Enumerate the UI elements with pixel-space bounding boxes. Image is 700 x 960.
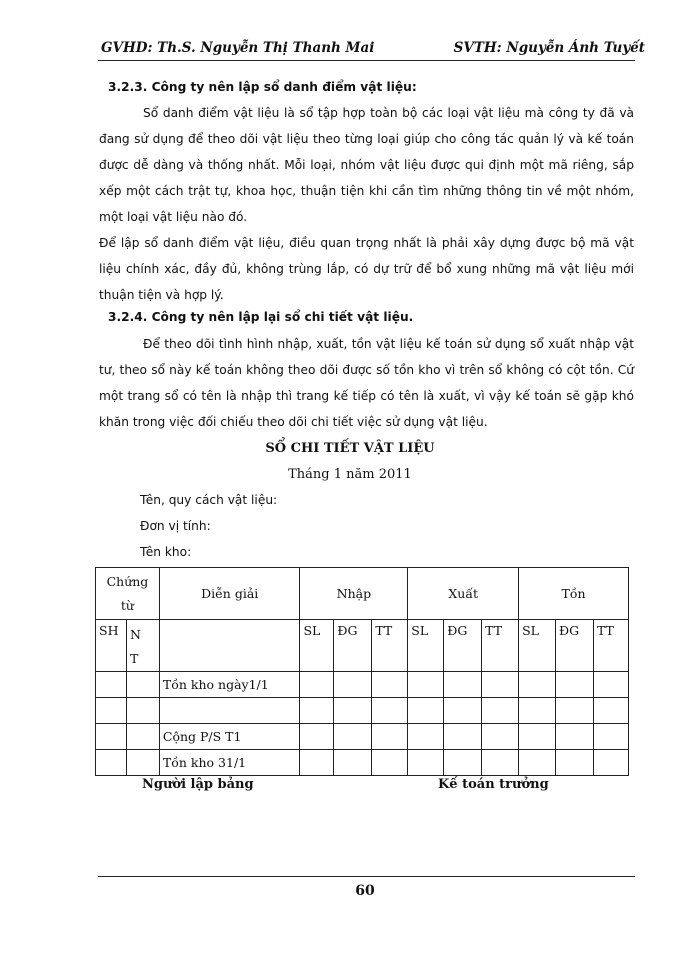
section-324-heading: 3.2.4. Công ty nên lập lại sổ chi tiết vật liệu. (108, 310, 414, 324)
col-voucher-line1: Chứng (106, 573, 149, 589)
sub-in-sl: SL (300, 620, 334, 672)
header-divider (98, 60, 635, 61)
sub-out-dg: ĐG (444, 620, 482, 672)
section-324-paragraph-1: Để theo dõi tình hình nhập, xuất, tồn vật liệu kế toán sử dụng sổ xuất nhập vật tư, theo sổ này kế toán không theo dõi được số tồn kho vì trên sổ không có cột tồn. Cứ một trang sổ có tên là nhập thì trang kế tiếp có tên là xuất, vì vậy kế toán sẽ gặp khó khăn trong việc đối chiếu theo dõi chi tiết việc sử dụng vật liệu. (99, 337, 634, 429)
sub-out-tt: TT (482, 620, 519, 672)
col-voucher (96, 568, 160, 620)
col-out: Xuất (408, 568, 519, 620)
ledger-title: SỔ CHI TIẾT VẬT LIỆU (265, 441, 435, 456)
table-subheader-row (96, 620, 629, 672)
ledger-table (95, 567, 629, 776)
table-row (96, 672, 629, 698)
table-header-row (96, 568, 629, 620)
col-voucher-line2: từ (120, 597, 134, 613)
signature-chief-accountant: Kế toán trưởng (438, 777, 549, 792)
row-description: Tồn kho 31/1 (159, 750, 300, 776)
table-row (96, 698, 629, 724)
ledger-subtitle: Tháng 1 năm 2011 (288, 467, 412, 482)
col-description: Diễn giải (159, 568, 300, 620)
sub-in-dg: ĐG (334, 620, 372, 672)
sub-blank (159, 620, 300, 672)
sub-nt-line1: N (129, 627, 141, 642)
sub-sh: SH (96, 620, 127, 672)
footer-divider (98, 876, 635, 877)
sub-nt-line2: T (129, 651, 139, 666)
section-323-heading: 3.2.3. Công ty nên lập sổ danh điểm vật liệu: (108, 80, 417, 94)
sub-stock-tt: TT (593, 620, 628, 672)
field-warehouse: Tên kho: (140, 545, 192, 559)
header-left: GVHD: Th.S. Nguyễn Thị Thanh Mai (101, 40, 375, 56)
col-in: Nhập (300, 568, 408, 620)
sub-stock-dg: ĐG (556, 620, 594, 672)
page-number: 60 (355, 883, 375, 899)
row-description: Tồn kho ngày1/1 (159, 672, 300, 698)
field-material-name: Tên, quy cách vật liệu: (140, 493, 278, 507)
field-unit: Đơn vị tính: (140, 519, 211, 533)
table-row (96, 750, 629, 776)
sub-in-tt: TT (372, 620, 408, 672)
signature-preparer: Người lập bảng (142, 777, 254, 792)
sub-stock-sl: SL (519, 620, 556, 672)
col-stock: Tồn (519, 568, 629, 620)
section-323-paragraph-2: Để lập sổ danh điểm vật liệu, điều quan trọng nhất là phải xây dựng được bộ mã vật liệu chính xác, đầy đủ, không trùng lắp, có dự trữ để bổ xung những mã vật liệu mới thuận tiện và hợp lý. (99, 236, 634, 302)
sub-out-sl: SL (408, 620, 444, 672)
section-323-paragraph-1: Sổ danh điểm vật liệu là sổ tập hợp toàn bộ các loại vật liệu mà công ty đã và đang sử dụng để theo dõi vật liệu theo từng loại giúp cho công tác quản lý và kế toán được dễ dàng và thống nhất. Mỗi loại, nhóm vật liệu được qui định một mã riêng, sắp xếp một cách trật tự, khoa học, thuận tiện khi cần tìm những thông tin về một nhóm, một loại vật liệu nào đó. (99, 106, 634, 224)
row-description: Cộng P/S T1 (159, 724, 300, 750)
row-description (159, 698, 300, 724)
sub-nt (126, 620, 159, 672)
header-right: SVTH: Nguyễn Ánh Tuyết (453, 40, 645, 56)
table-row (96, 724, 629, 750)
